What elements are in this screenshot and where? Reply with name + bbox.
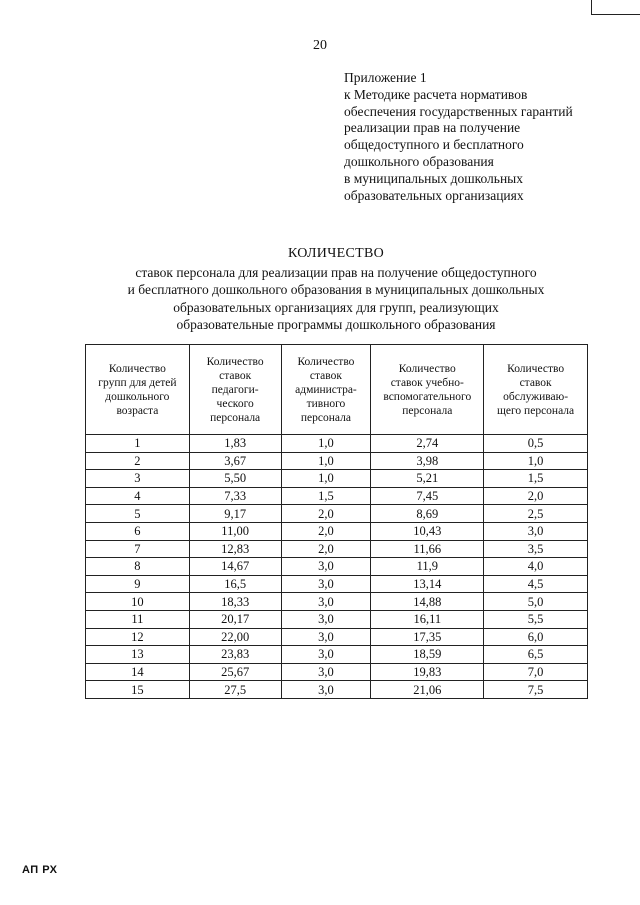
column-header-line: Количество	[398, 362, 456, 375]
column-header	[189, 345, 281, 435]
table-cell: 1,0	[281, 452, 371, 470]
table-row	[86, 663, 588, 681]
table-cell: 11,9	[371, 558, 484, 576]
table-cell: 3,5	[484, 540, 588, 558]
column-header	[86, 345, 190, 435]
footer-mark: АП РХ	[22, 864, 58, 876]
table-cell: 14	[86, 663, 190, 681]
table-cell: 10,43	[371, 522, 484, 540]
document-subtitle	[0, 264, 640, 333]
column-header	[281, 345, 371, 435]
subtitle-line: ставок персонала для реализации прав на получение общедоступного	[135, 265, 537, 280]
appendix-line: образовательных организациях	[344, 187, 524, 203]
table-cell: 5,50	[189, 470, 281, 488]
table-cell: 3,67	[189, 452, 281, 470]
column-header-line: педагоги-	[211, 383, 259, 396]
column-header-line: персонала	[402, 404, 453, 417]
table-cell: 4	[86, 487, 190, 505]
table-cell: 2,5	[484, 505, 588, 523]
table-cell: 9,17	[189, 505, 281, 523]
table-cell: 3,0	[281, 681, 371, 699]
table-row	[86, 575, 588, 593]
table-cell: 6,5	[484, 646, 588, 664]
table-cell: 27,5	[189, 681, 281, 699]
table-cell: 7,33	[189, 487, 281, 505]
table-row	[86, 452, 588, 470]
column-header-line: персонала	[210, 411, 261, 424]
table-cell: 11,66	[371, 540, 484, 558]
table-row	[86, 505, 588, 523]
table-row	[86, 628, 588, 646]
table-cell: 5	[86, 505, 190, 523]
table-cell: 1	[86, 435, 190, 453]
subtitle-line: образовательные программы дошкольного образования	[176, 316, 496, 332]
column-header-line: дошкольного	[105, 390, 170, 403]
table-cell: 18,59	[371, 646, 484, 664]
appendix-note	[344, 70, 573, 204]
table-row	[86, 610, 588, 628]
table-cell: 12	[86, 628, 190, 646]
column-header-line: ставок	[219, 369, 252, 382]
table-cell: 1,83	[189, 435, 281, 453]
column-header-line: ческого	[216, 397, 254, 410]
table-row	[86, 540, 588, 558]
table-cell: 2,0	[281, 540, 371, 558]
table-cell: 25,67	[189, 663, 281, 681]
table-cell: 8,69	[371, 505, 484, 523]
table-cell: 16,11	[371, 610, 484, 628]
table-cell: 13	[86, 646, 190, 664]
corner-frame-mark	[591, 0, 640, 15]
table-cell: 2,0	[484, 487, 588, 505]
column-header-line: тивного	[306, 397, 346, 410]
table-cell: 3,0	[281, 593, 371, 611]
column-header	[371, 345, 484, 435]
appendix-line: общедоступного и бесплатного	[344, 137, 524, 153]
table-cell: 18,33	[189, 593, 281, 611]
table-cell: 19,83	[371, 663, 484, 681]
table-row	[86, 558, 588, 576]
table-cell: 5,21	[371, 470, 484, 488]
table-cell: 2,74	[371, 435, 484, 453]
table-cell: 3,0	[281, 663, 371, 681]
table-cell: 3,0	[281, 646, 371, 664]
table-cell: 10	[86, 593, 190, 611]
table-cell: 7,0	[484, 663, 588, 681]
table-cell: 3,98	[371, 452, 484, 470]
table-row	[86, 487, 588, 505]
table-cell: 3,0	[281, 575, 371, 593]
table-cell: 3	[86, 470, 190, 488]
table-cell: 6,0	[484, 628, 588, 646]
table-cell: 23,83	[189, 646, 281, 664]
table-cell: 4,5	[484, 575, 588, 593]
table-cell: 5,5	[484, 610, 588, 628]
column-header-line: персонала	[300, 411, 351, 424]
table-cell: 12,83	[189, 540, 281, 558]
table-cell: 4,0	[484, 558, 588, 576]
table-cell: 3,0	[484, 522, 588, 540]
column-header	[484, 345, 588, 435]
column-header-line: обслуживаю-	[503, 390, 569, 403]
table-cell: 1,5	[281, 487, 371, 505]
table-cell: 1,0	[281, 470, 371, 488]
table-cell: 0,5	[484, 435, 588, 453]
subtitle-line: образовательных организациях для групп, реализующих	[173, 299, 499, 315]
table-cell: 9	[86, 575, 190, 593]
column-header-line: администра-	[295, 383, 357, 396]
appendix-line: реализации прав на получение	[344, 120, 521, 136]
table-cell: 22,00	[189, 628, 281, 646]
table-cell: 3,0	[281, 558, 371, 576]
table-cell: 7,45	[371, 487, 484, 505]
column-header-line: ставок	[309, 369, 342, 382]
table-row	[86, 435, 588, 453]
table-cell: 1,0	[484, 452, 588, 470]
table-cell: 14,67	[189, 558, 281, 576]
column-header-line: ставок	[519, 376, 552, 389]
table-row	[86, 646, 588, 664]
column-header-line: щего персонала	[497, 404, 575, 417]
table-cell: 3,0	[281, 610, 371, 628]
column-header-line: ставок учебно-	[390, 376, 464, 389]
document-title: КОЛИЧЕСТВО	[288, 246, 384, 261]
table-cell: 16,5	[189, 575, 281, 593]
column-header-line: Количество	[206, 355, 264, 368]
table-header-row	[86, 345, 588, 435]
table-cell: 7,5	[484, 681, 588, 699]
table-cell: 2	[86, 452, 190, 470]
table-cell: 7	[86, 540, 190, 558]
appendix-line: обеспечения государственных гарантий	[344, 103, 573, 119]
table-cell: 1,0	[281, 435, 371, 453]
appendix-line: Приложение 1	[344, 70, 427, 85]
column-header-line: Количество	[108, 362, 166, 375]
table-row	[86, 522, 588, 540]
column-header-line: групп для детей	[98, 376, 177, 389]
page-number: 20	[313, 38, 327, 53]
table-cell: 21,06	[371, 681, 484, 699]
table-row	[86, 470, 588, 488]
appendix-line: к Методике расчета нормативов	[344, 86, 528, 102]
staff-rates-table	[85, 344, 588, 699]
table-cell: 8	[86, 558, 190, 576]
column-header-line: вспомогательного	[383, 390, 472, 403]
column-header-line: возраста	[116, 404, 159, 417]
table-row	[86, 593, 588, 611]
table-cell: 3,0	[281, 628, 371, 646]
table-cell: 17,35	[371, 628, 484, 646]
table-cell: 6	[86, 522, 190, 540]
table-cell: 5,0	[484, 593, 588, 611]
table-cell: 11	[86, 610, 190, 628]
column-header-line: Количество	[297, 355, 355, 368]
table-cell: 2,0	[281, 522, 371, 540]
appendix-line: дошкольного образования	[344, 153, 494, 169]
table-cell: 15	[86, 681, 190, 699]
column-header-line: Количество	[507, 362, 565, 375]
table-cell: 1,5	[484, 470, 588, 488]
table-cell: 2,0	[281, 505, 371, 523]
table-cell: 13,14	[371, 575, 484, 593]
table-cell: 11,00	[189, 522, 281, 540]
appendix-line: в муниципальных дошкольных	[344, 170, 523, 186]
table-row	[86, 681, 588, 699]
table-cell: 20,17	[189, 610, 281, 628]
table-cell: 14,88	[371, 593, 484, 611]
subtitle-line: и бесплатного дошкольного образования в муниципальных дошкольных	[127, 282, 545, 298]
